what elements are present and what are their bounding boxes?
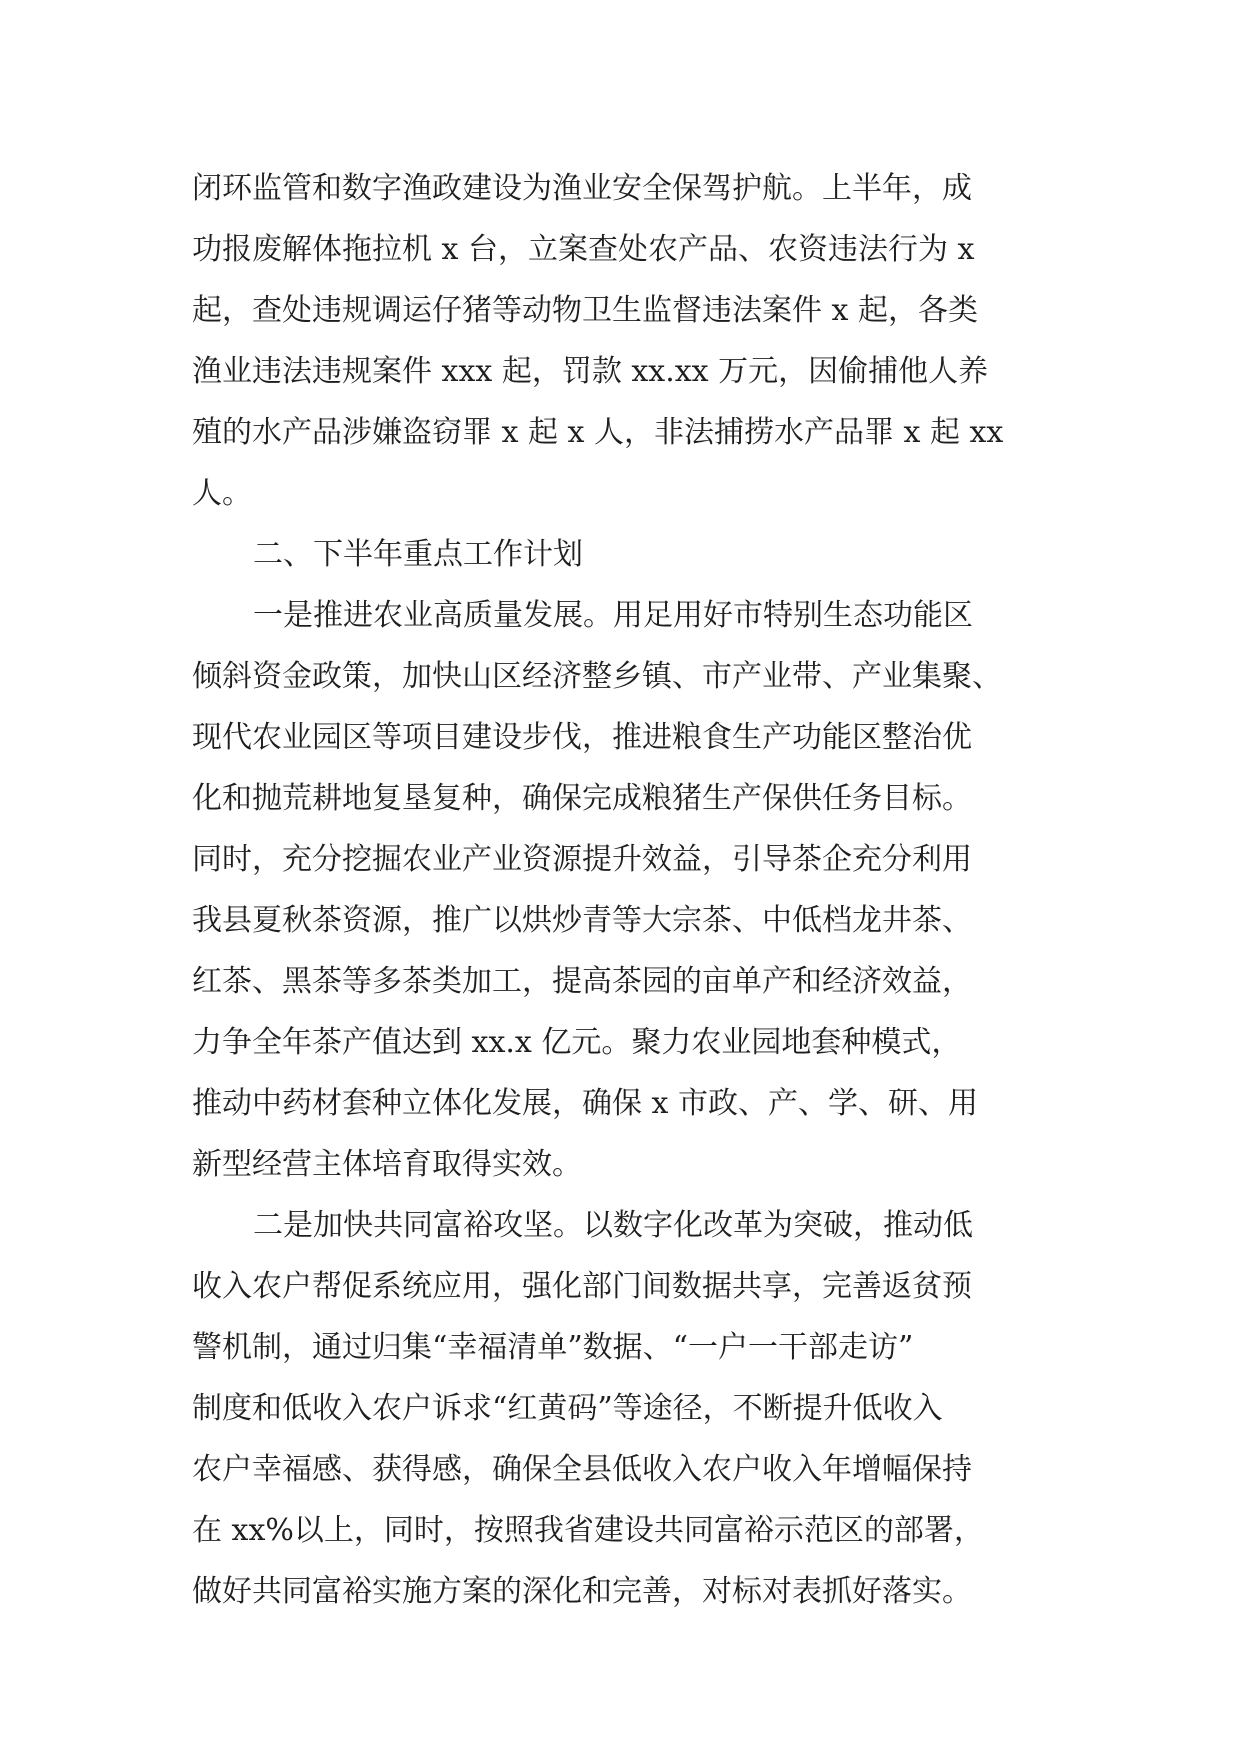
text-line: 在 xx%以上，同时，按照我省建设共同富裕示范区的部署， [192,1513,984,1548]
paragraph-enforcement-results [192,158,1072,524]
text-line: 力争全年茶产值达到 xx.x 亿元。聚力农业园地套种模式， [192,1025,962,1060]
section-heading: 二、下半年重点工作计划 [253,537,583,572]
paragraph-agriculture-development [192,585,1072,1195]
text-line: 闭环监管和数字渔政建设为渔业安全保驾护航。上半年，成 [192,171,972,206]
text-line: 警机制，通过归集“幸福清单”数据、“一户一干部走访” [192,1330,914,1365]
text-line: 收入农户帮促系统应用，强化部门间数据共享，完善返贫预 [192,1269,972,1304]
text-line: 农户幸福感、获得感，确保全县低收入农户收入年增幅保持 [192,1452,972,1487]
text-line: 殖的水产品涉嫌盗窃罪 x 起 x 人，非法捕捞水产品罪 x 起 xx [192,415,1004,450]
text-line: 我县夏秋茶资源，推广以烘炒青等大宗茶、中低档龙井茶、 [192,903,972,938]
text-line: 红茶、黑茶等多茶类加工，提高茶园的亩单产和经济效益， [192,964,972,999]
text-line: 同时，充分挖掘农业产业资源提升效益，引导茶企充分利用 [192,842,972,877]
text-line: 现代农业园区等项目建设步伐，推进粮食生产功能区整治优 [192,720,972,755]
document-body [192,158,1072,1622]
text-line: 人。 [192,476,252,511]
text-line: 化和抛荒耕地复垦复种，确保完成粮猪生产保供任务目标。 [192,781,972,816]
text-line: 二是加快共同富裕攻坚。以数字化改革为突破，推动低 [253,1208,973,1243]
text-line: 渔业违法违规案件 xxx 起，罚款 xx.xx 万元，因偷捕他人养 [192,354,989,389]
text-line: 新型经营主体培育取得实效。 [192,1147,582,1182]
text-line: 制度和低收入农户诉求“红黄码”等途径，不断提升低收入 [192,1391,943,1426]
text-line: 倾斜资金政策，加快山区经济整乡镇、市产业带、产业集聚、 [192,659,1002,694]
text-line: 做好共同富裕实施方案的深化和完善，对标对表抓好落实。 [192,1574,972,1609]
text-line: 起，查处违规调运仔猪等动物卫生监督违法案件 x 起，各类 [192,293,978,328]
paragraph-common-prosperity [192,1195,1072,1622]
text-line: 一是推进农业高质量发展。用足用好市特别生态功能区 [253,598,973,633]
text-line: 功报废解体拖拉机 x 台，立案查处农产品、农资违法行为 x [192,232,975,267]
text-line: 推动中药材套种立体化发展，确保 x 市政、产、学、研、用 [192,1086,978,1121]
